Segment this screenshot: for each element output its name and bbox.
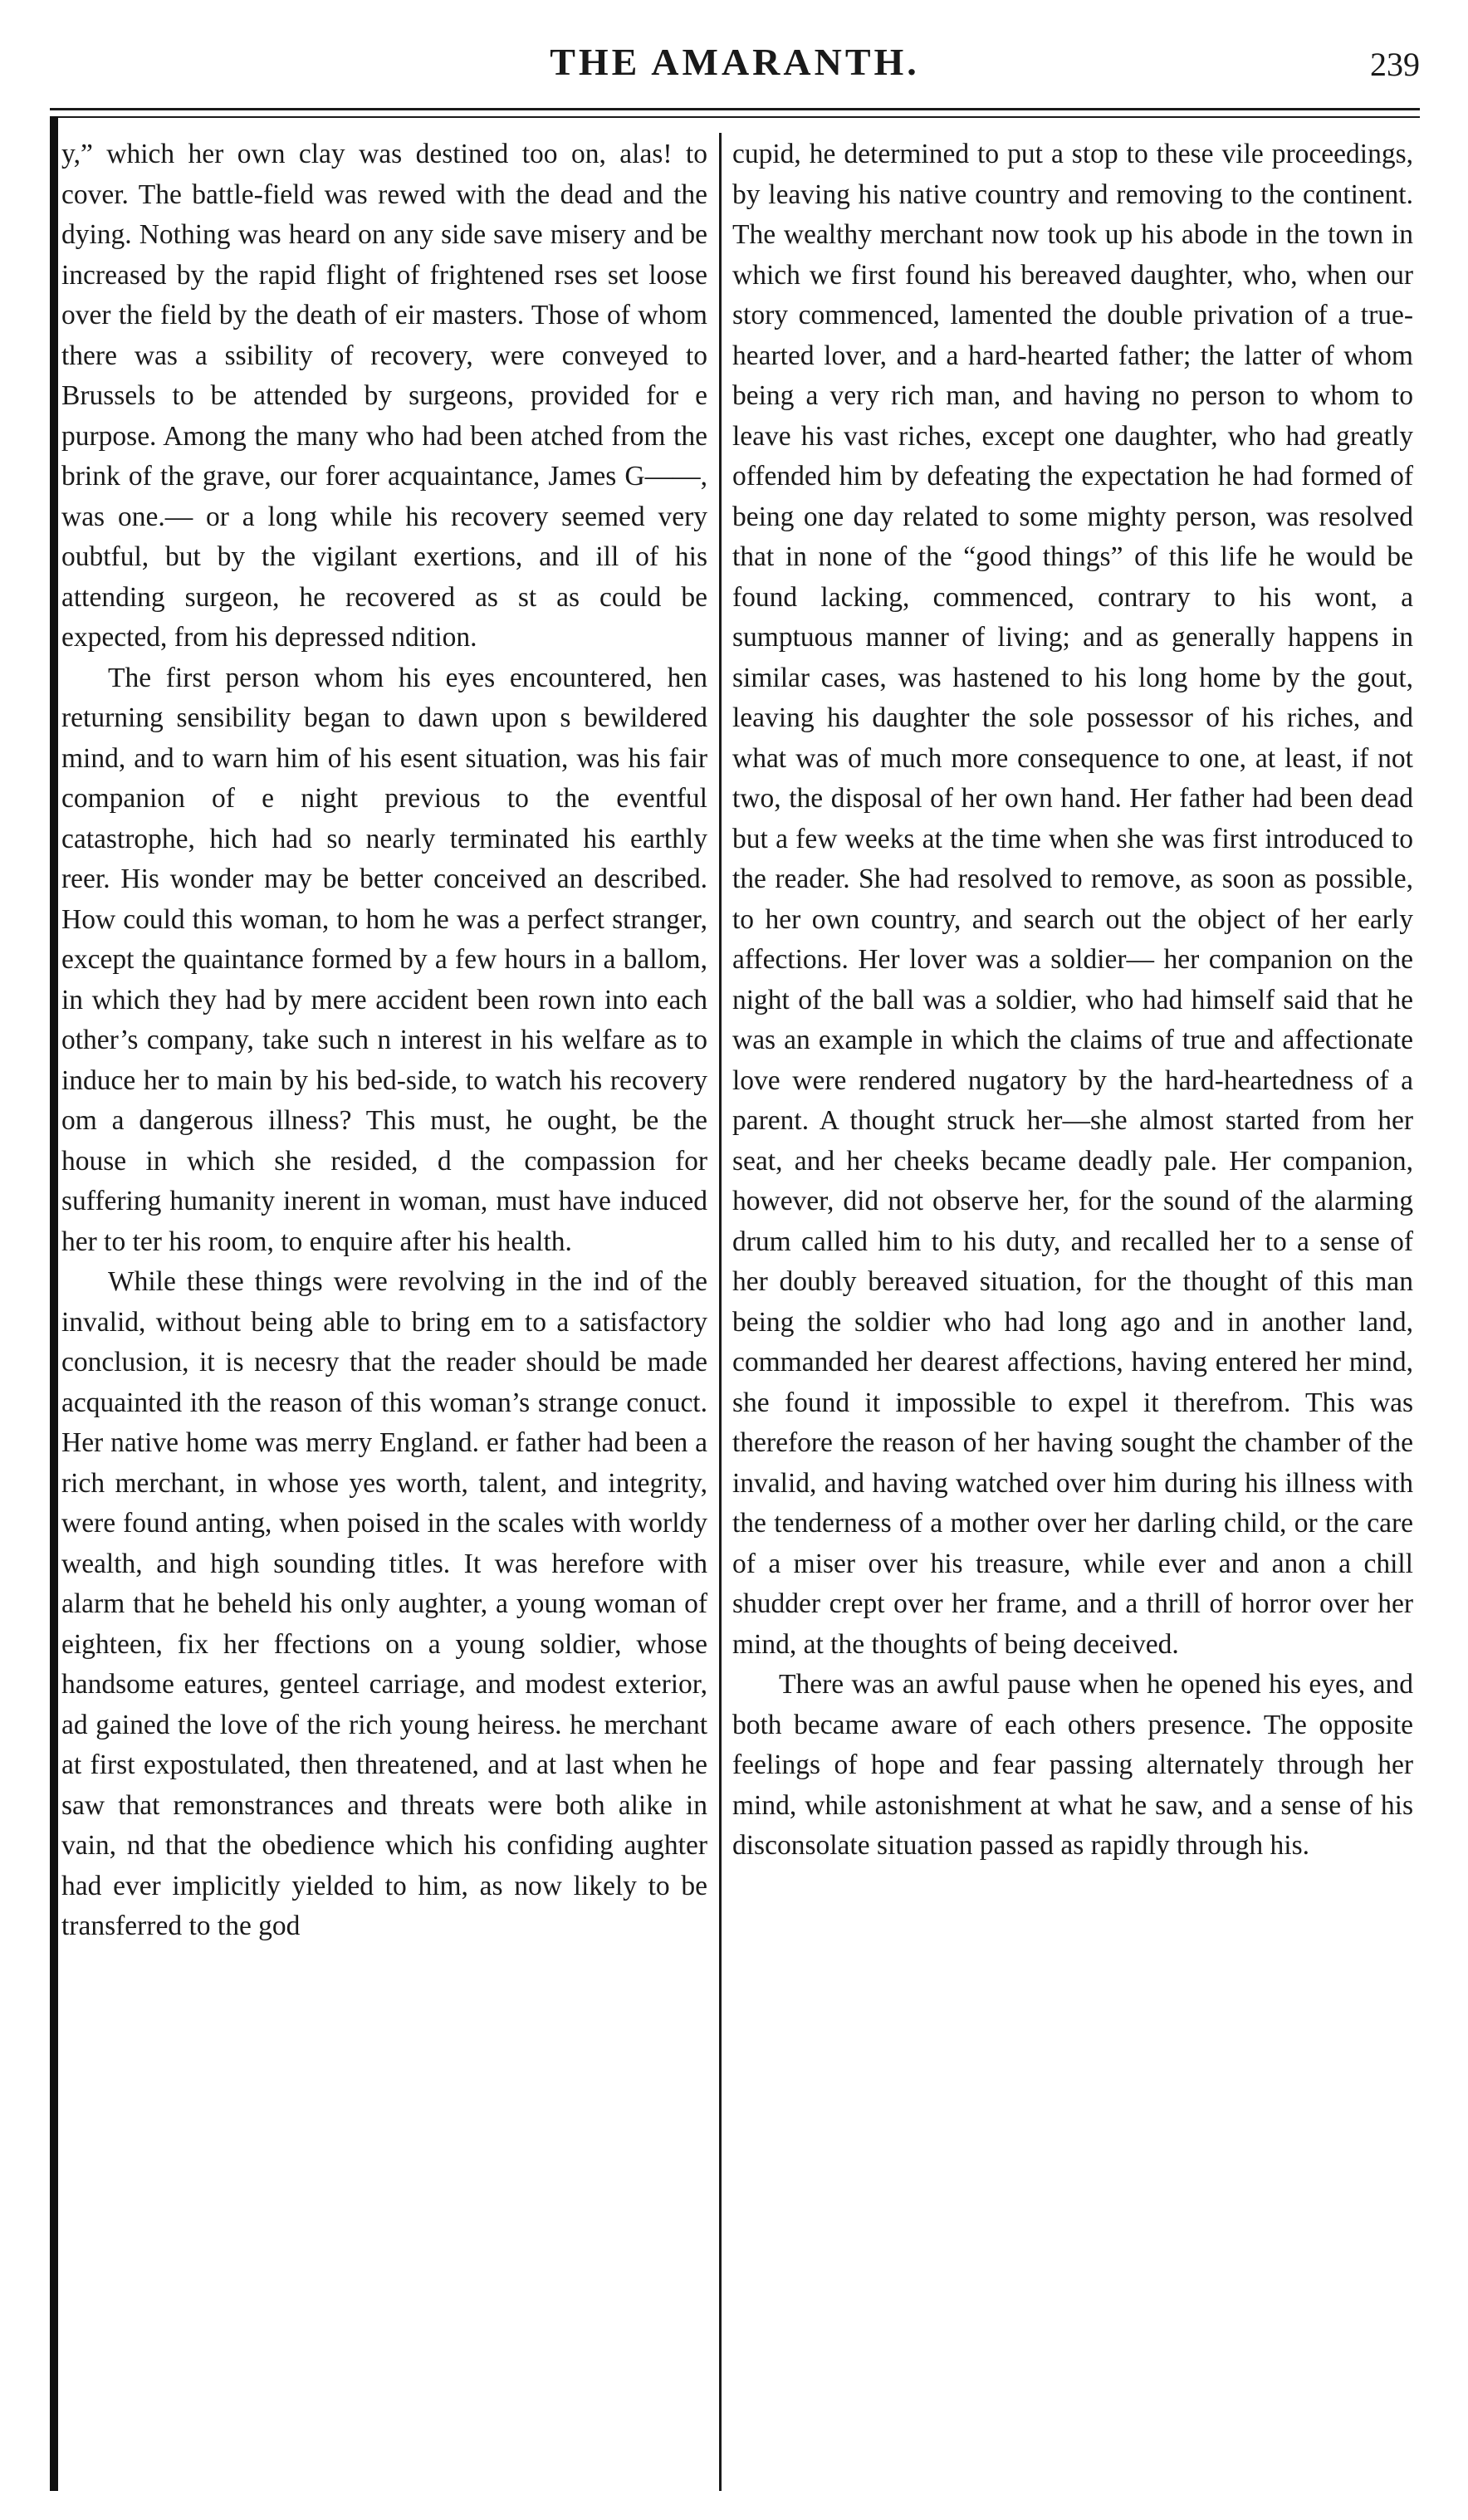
column-divider [719, 133, 722, 2491]
paragraph: There was an awful pause when he opened his eyes, and both became aware of each others presence. The opposite feelings of hope and fear passing alternately through her mind, while astonishment at what he saw, and a sense of his disconsolate situation passed as rapidly through his. [732, 1669, 1413, 1861]
paragraph: The first person whom his eyes encountered, hen returning sensibility began to dawn upon s bewildered mind, and to warn him of his esent situation, was his fair companion of e night previous to the eventful catastrophe, hich had so nearly terminated his earthly reer. His wonder may be better conceived an described. How could this woman, to hom he was a perfect stranger, except the quaintance formed by a few hours in a ballom, in which they had by mere accident been rown into each other’s company, take such n interest in his welfare as to induce her to main by his bed-side, to watch his recovery om a dangerous illness? This must, he ought, be the house in which she resided, d the compassion for suffering humanity inerent in woman, must have induced her to ter his room, to enquire after his health. [61, 662, 707, 1257]
paragraph: cupid, he determined to put a stop to these vile proceedings, by leaving his native country and removing to the continent. The wealthy merchant now took up his abode in the town in which we first found his bereaved daughter, who, when our story commenced, lamented the double privation of a true-hearted lover, and a hard-hearted father; the latter of whom being a very rich man, and having no person to whom to leave his vast riches, except one daughter, who had greatly offended him by defeating the expectation he had formed of being one day related to some mighty person, was resolved that in none of the “good things” of this life he would be found lacking, commenced, contrary to his wont, a sumptuous manner of living; and as generally happens in similar cases, was hastened to his long home by the gout, leaving his daughter the sole possessor of his riches, and what was of much more consequence to one, at least, if not two, the disposal of her own hand. Her father had been dead but a few weeks at the time when she was first introduced to the reader. She had resolved to remove, as soon as possible, to her own country, and search out the object of her early affections. Her lover was a soldier— her companion on the night of the ball was a soldier, who had himself said that he was an example in which the claims of true and affectionate love were rendered nugatory by the hard-heartedness of a parent. A thought struck her—she almost started from her seat, and her cheeks became deadly pale. Her companion, however, did not observe her, for the sound of the alarming drum called him to his duty, and recalled her to a sense of her doubly bereaved situation, for the thought of this man being the soldier who had long ago and in another land, commanded her dearest affections, having entered her mind, she found it impossible to expel it therefrom. This was therefore the reason of her having sought the chamber of the invalid, and having watched over him during his illness with the tenderness of a mother over her darling child, or the care of a miser over his treasure, while ever and anon a chill shudder crept over her frame, and a thrill of horror over her mind, at the thoughts of being deceived. [732, 139, 1413, 1660]
header-rule-double [50, 116, 1420, 118]
page-header [50, 33, 1420, 83]
header-rule [50, 108, 1420, 110]
paragraph: While these things were revolving in the ind of the invalid, without being able to bring em to a satisfactory conclusion, it is necesry that the reader should be made acquainted ith the reason of this woman’s strange conuct. Her native home was merry England. er father had been a rich merchant, in whose yes worth, talent, and integrity, were found anting, when poised in the scales with worldy wealth, and high sounding titles. It was herefore with alarm that he beheld his only aughter, a young woman of eighteen, fix her ffections on a young soldier, whose handsome eatures, genteel carriage, and modest exterior, ad gained the love of the rich young heiress. he merchant at first expostulated, then threatened, and at last when he saw that remonstrances and threats were both alike in vain, nd that the obedience which his confiding aughter had ever implicitly yielded to him, as now likely to be transferred to the god [61, 1266, 707, 1941]
page-number: 239 [1370, 46, 1420, 83]
journal-title: THE AMARANTH. [550, 41, 920, 83]
paragraph: y,” which her own clay was destined too on, alas! to cover. The battle-field was rewed with the dead and the dying. Nothing was heard on any side save misery and be increased by the rapid flight of frightened rses set loose over the field by the death of eir masters. Those of whom there was a ssibility of recovery, were conveyed to Brussels to be attended by surgeons, provided for e purpose. Among the many who had been atched from the brink of the grave, our forer acquaintance, James G——, was one.— or a long while his recovery seemed very oubtful, but by the vigilant exertions, and ill of his attending surgeon, he recovered as st as could be expected, from his depressed ndition. [61, 139, 707, 653]
left-column [61, 135, 707, 1947]
right-column [732, 135, 1413, 1867]
binding-edge [50, 116, 58, 2491]
